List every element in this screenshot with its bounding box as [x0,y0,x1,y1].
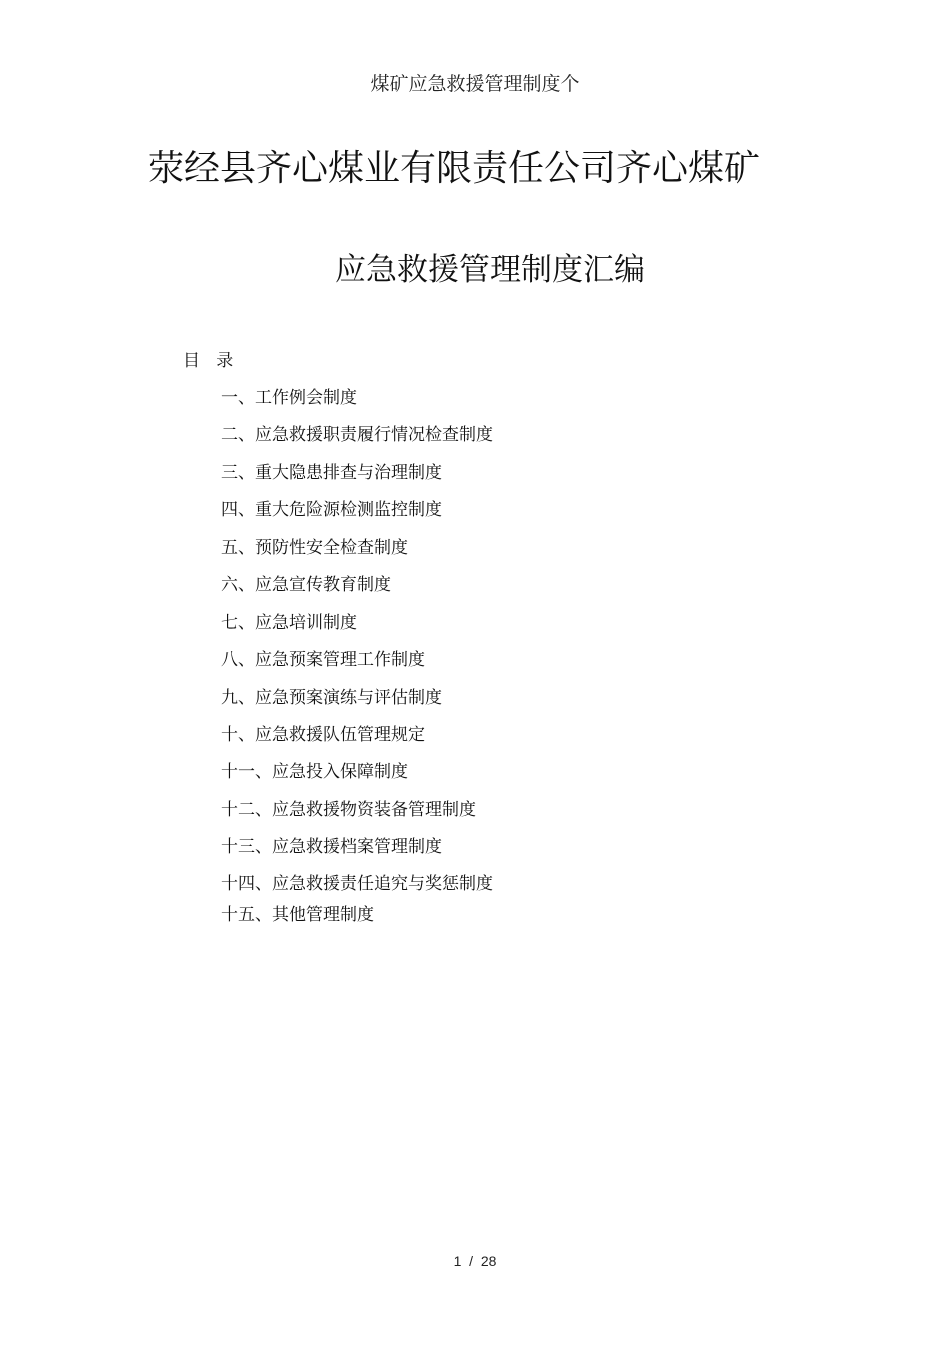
toc-item: 五、预防性安全检查制度 [221,538,408,558]
toc-item: 十一、应急投入保障制度 [221,762,408,782]
toc-item: 十三、应急救援档案管理制度 [221,837,442,857]
document-title: 应急救援管理制度汇编 [335,252,645,288]
toc-item: 二、应急救援职责履行情况检查制度 [221,425,493,445]
toc-heading: 目 录 [183,351,234,371]
toc-item: 六、应急宣传教育制度 [221,575,391,595]
toc-item: 十四、应急救援责任追究与奖惩制度 [221,874,493,894]
toc-item: 八、应急预案管理工作制度 [221,650,425,670]
toc-item: 十五、其他管理制度 [221,905,374,925]
running-header: 煤矿应急救援管理制度个 [370,73,580,95]
company-title: 荥经县齐心煤业有限责任公司齐心煤矿 [148,148,761,189]
toc-item: 九、应急预案演练与评估制度 [221,688,442,708]
toc-item: 一、工作例会制度 [221,388,357,408]
page-number: 1 / 28 [453,1253,497,1269]
toc-item: 七、应急培训制度 [221,613,357,633]
toc-item: 四、重大危险源检测监控制度 [221,500,442,520]
toc-item: 十二、应急救援物资装备管理制度 [221,800,476,820]
toc-item: 三、重大隐患排查与治理制度 [221,463,442,483]
toc-item: 十、应急救援队伍管理规定 [221,725,425,745]
